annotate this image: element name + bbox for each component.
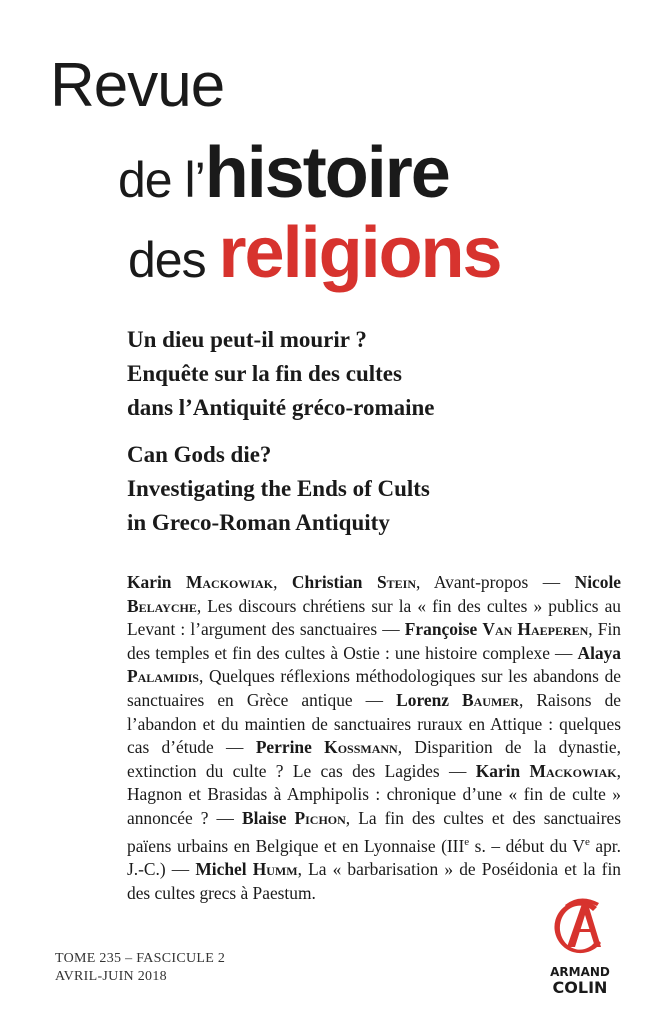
issue-volume: TOME 235 – FASCICULE 2 — [55, 951, 226, 966]
author-surname: Kossmann — [324, 737, 398, 758]
author-first-name: Nicole — [574, 572, 622, 592]
author-surname: Humm — [252, 858, 298, 879]
author-surname: Stein — [376, 572, 416, 592]
author-surname: Belayche — [127, 595, 197, 616]
masthead-revue: Revue — [50, 51, 225, 120]
issue-info — [55, 950, 225, 986]
theme-fr-line: dans l’Antiquité gréco-romaine — [127, 395, 435, 420]
article-text: , — [273, 572, 292, 592]
publisher-armand: ARMAND — [550, 965, 610, 979]
author-first-name: Françoise — [404, 619, 483, 640]
theme-fr-line: Enquête sur la fin des cultes — [127, 361, 402, 386]
author-first-name: Alaya — [577, 642, 621, 663]
masthead-line2 — [118, 132, 449, 214]
issue-date: AVRIL-JUIN 2018 — [55, 969, 167, 984]
article-text: , Hagnon et Brasidas à Amphipolis : chronique d’une « fin de culte » annoncée ? — — [127, 760, 621, 828]
masthead-histoire: histoire — [204, 133, 449, 213]
table-of-contents — [127, 571, 621, 905]
author-first-name: Perrine — [255, 737, 325, 758]
publisher-colin: COLIN — [552, 978, 608, 997]
article-text: , Raisons de l’abandon et du maintien de sanctuaires ruraux en Attique : quelques cas d’étude — — [127, 689, 621, 758]
article-text: , Fin des temples et fin des cultes à Ostie : une histoire complexe — — [127, 619, 621, 663]
author-surname: Mackowiak — [185, 572, 274, 592]
article-text: , Les discours chrétiens sur la « fin des cultes » publics au Levant : l’argument des sanctuaires — — [127, 595, 621, 640]
theme-en-line: Investigating the Ends of Cults — [127, 476, 430, 501]
author-first-name: Michel — [195, 858, 253, 879]
author-surname: Van Haeperen — [482, 619, 589, 640]
author-surname: Mackowiak — [529, 760, 617, 781]
article-text: , Quelques réflexions méthodologiques sur les abandons de sanctuaires en Grèce antique — — [127, 666, 621, 710]
theme-fr-line: Un dieu peut-il mourir ? — [127, 327, 367, 352]
article-text: , Disparition de la dynastie, extinction du culte ? Le cas des Lagides — — [127, 737, 621, 781]
superscript: e — [464, 835, 470, 848]
publisher-logo — [535, 893, 625, 996]
author-surname: Pichon — [294, 807, 346, 828]
superscript: e — [584, 835, 590, 848]
author-first-name: Lorenz — [396, 689, 463, 710]
author-first-name: Karin — [127, 572, 186, 592]
article-text: apr. J.-C.) — — [127, 835, 621, 879]
theme-title-en — [127, 438, 607, 540]
theme-title-fr — [127, 323, 607, 425]
author-first-name: Karin — [475, 760, 530, 781]
author-first-name: Blaise — [241, 807, 295, 828]
author-surname: Baumer — [462, 689, 519, 710]
masthead-de: de l’ — [118, 152, 205, 208]
theme-en-line: in Greco-Roman Antiquity — [127, 510, 390, 535]
theme-en-line: Can Gods die? — [127, 442, 272, 467]
author-first-name: Christian — [291, 572, 377, 592]
masthead-line3 — [128, 212, 501, 294]
masthead-des: des — [128, 232, 219, 288]
article-text: , La « barbarisation » de Poséidonia et la fin des cultes grecs à Paestum. — [127, 858, 621, 903]
article-text: s. – début du V — [469, 835, 585, 856]
armand-colin-ac-logo-icon — [545, 893, 615, 957]
masthead-religions: religions — [218, 213, 501, 293]
author-surname: Palamidis — [127, 666, 199, 687]
article-text: , La fin des cultes et des sanctuaires païens urbains en Belgique et en Lyonnaise (III — [127, 807, 621, 856]
article-text: , Avant-propos — — [416, 572, 575, 592]
